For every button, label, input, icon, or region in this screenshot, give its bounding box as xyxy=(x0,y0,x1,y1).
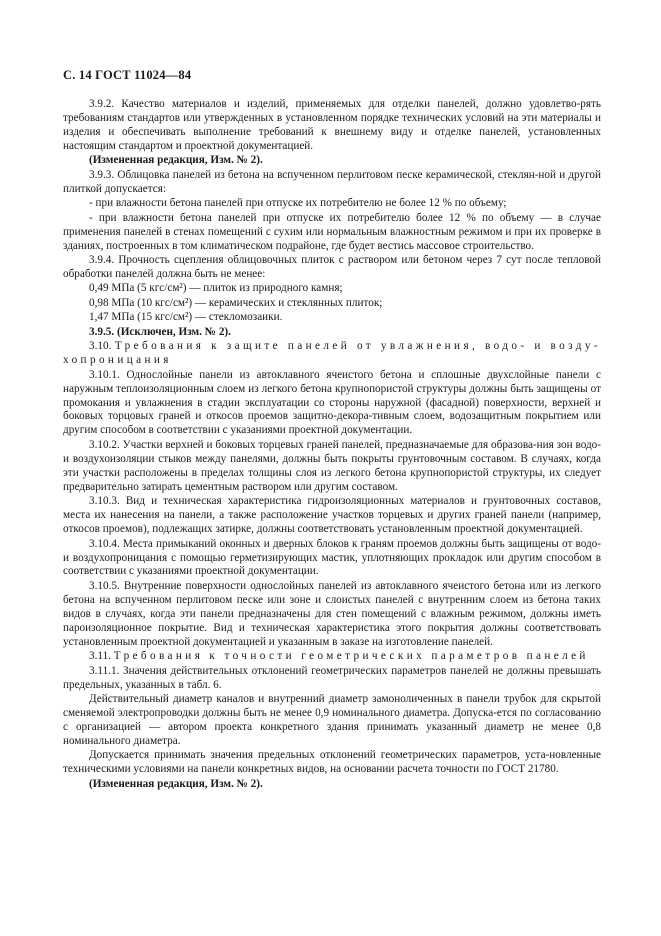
strength-item: 0,98 МПа (10 кгс/см²) — керамических и стеклянных плиток; xyxy=(89,296,383,309)
paragraph-3-10-2: 3.10.2. Участки верхней и боковых торцевых граней панелей, предназначаемые для образова-ния зон водо- и воздухоизоляции стыков между панелями, должны быть покрыты грунтовочным составом. В случаях, когда эти участки расположены в пределах толщины слоя из легкого бетона крупнопористой структуры, их следует предварительно затирать цементным раствором или другим составом. xyxy=(63,438,601,493)
paragraph-3-10-5: 3.10.5. Внутренние поверхности однослойных панелей из автоклавного ячеистого бетона или из легкого бетона на вспученном перлитовом песке или зоне и слоистых панелей с внутренним слоем из бетона таких видов в случаях, когда эти панели предназначены для стен помещений с влажным режимом, должны иметь пароизоляционное покрытие. Вид и техническая характеристика этого покрытия должны соответствовать установленным проектной документацией и указанным в заказе на изготовление панелей. xyxy=(63,579,601,648)
paragraph-3-10-4: 3.10.4. Места примыканий оконных и дверных блоков к граням проемов должны быть защищены от водо- и воздухопроницания с помощью герметизирующих мастик, уплотняющих прокладок или другим способом в соответствии с указаниями проектной документации. xyxy=(63,537,601,578)
paragraph-3-9-5: 3.9.5. (Исключен, Изм. № 2). xyxy=(89,325,231,338)
paragraph-diameter: Действительный диаметр каналов и внутренний диаметр замоноличенных в панели трубок для скрытой сменяемой электропроводки должны быть не менее 0,9 номинального диаметра. Допуска-ется по согласованию с организацией — автором проекта конкретного здания принимать указанный диаметр не менее 0,8 номинального диаметра. xyxy=(63,693,601,747)
section-heading-3-11 xyxy=(63,650,601,664)
paragraph-3-11-1: 3.11.1. Значения действительных отклонений геометрических параметров панелей не должны превышать предельных, указанных в табл. 6. xyxy=(63,664,601,691)
page-header: С. 14 ГОСТ 11024—84 xyxy=(63,68,192,82)
section-number: 3.11. xyxy=(89,650,111,663)
section-number: 3.10. xyxy=(89,340,112,353)
section-heading-3-10 xyxy=(63,340,601,368)
section-title: Требования к точности геометрических параметров панелей xyxy=(113,650,589,663)
section-title: Требования к защите панелей от увлажнения, водо- и возду-хопроницания xyxy=(63,340,601,367)
document-body xyxy=(63,98,601,792)
paragraph-3-10-3: 3.10.3. Вид и техническая характеристика гидроизоляционных материалов и грунтовочных составов, места их нанесения на панели, а также расположение участков торцевых и других граней панели (например, откосов проемов), подлежащих затирке, должны соответствовать установленным проектной документацией. xyxy=(63,495,601,536)
paragraph-3-10-1: 3.10.1. Однослойные панели из автоклавного ячеистого бетона и сплошные двухслойные панели с наружным теплоизоляционным слоем из легкого бетона крупнопористой структуры должны быть защищены от промокания и увлажнения в стадии эксплуатации со стороны наружной (фасадной) поверхности, верхней и боковых торцовых граней и откосов проемов защитно-декора-тивным слоем, водозащитным покрытием или другим способом в соответствии с указаниями проектной документации. xyxy=(63,368,601,437)
paragraph-tolerances: Допускается принимать значения предельных отклонений геометрических параметров, уста-новленные техническими условиями на панели конкретных видов, на основании расчета точности по ГОСТ 21780. xyxy=(63,749,601,776)
paragraph-3-9-4: 3.9.4. Прочность сцепления облицовочных плиток с раствором или бетоном через 7 сут после тепловой обработки панелей должна быть не менее: xyxy=(63,253,601,280)
strength-item: 1,47 МПа (15 кгс/см²) — стекломозаики. xyxy=(89,311,283,324)
paragraph-3-9-2: 3.9.2. Качество материалов и изделий, применяемых для отделки панелей, должно удовлетво-рять требованиям стандартов или утвержденных в установленном порядке технических условий на эти материалы и изделия и обеспечивать выполнение требований к внешнему виду и отделке панелей, установленных настоящим стандартом и проектной документацией. xyxy=(63,98,601,152)
paragraph-3-9-3: 3.9.3. Облицовка панелей из бетона на вспученном перлитовом песке керамической, стеклян-ной и другой плиткой допускается: xyxy=(63,168,601,195)
list-item: - при влажности бетона панелей при отпуске их потребителю не более 12 % по объему; xyxy=(89,197,507,210)
strength-item: 0,49 МПа (5 кгс/см²) — плиток из природного камня; xyxy=(89,282,343,295)
edit-note: (Измененная редакция, Изм. № 2). xyxy=(89,777,263,790)
edit-note: (Измененная редакция, Изм. № 2). xyxy=(89,154,263,167)
list-item: - при влажности бетона панелей при отпуске их потребителю более 12 % по объему — в случае применения панелей в стенах помещений с сухим или нормальным влажностным режимом и при их проверке в зданиях, построенных в том климатическом подрайоне, где будет вестись массовое строительство. xyxy=(63,211,601,252)
